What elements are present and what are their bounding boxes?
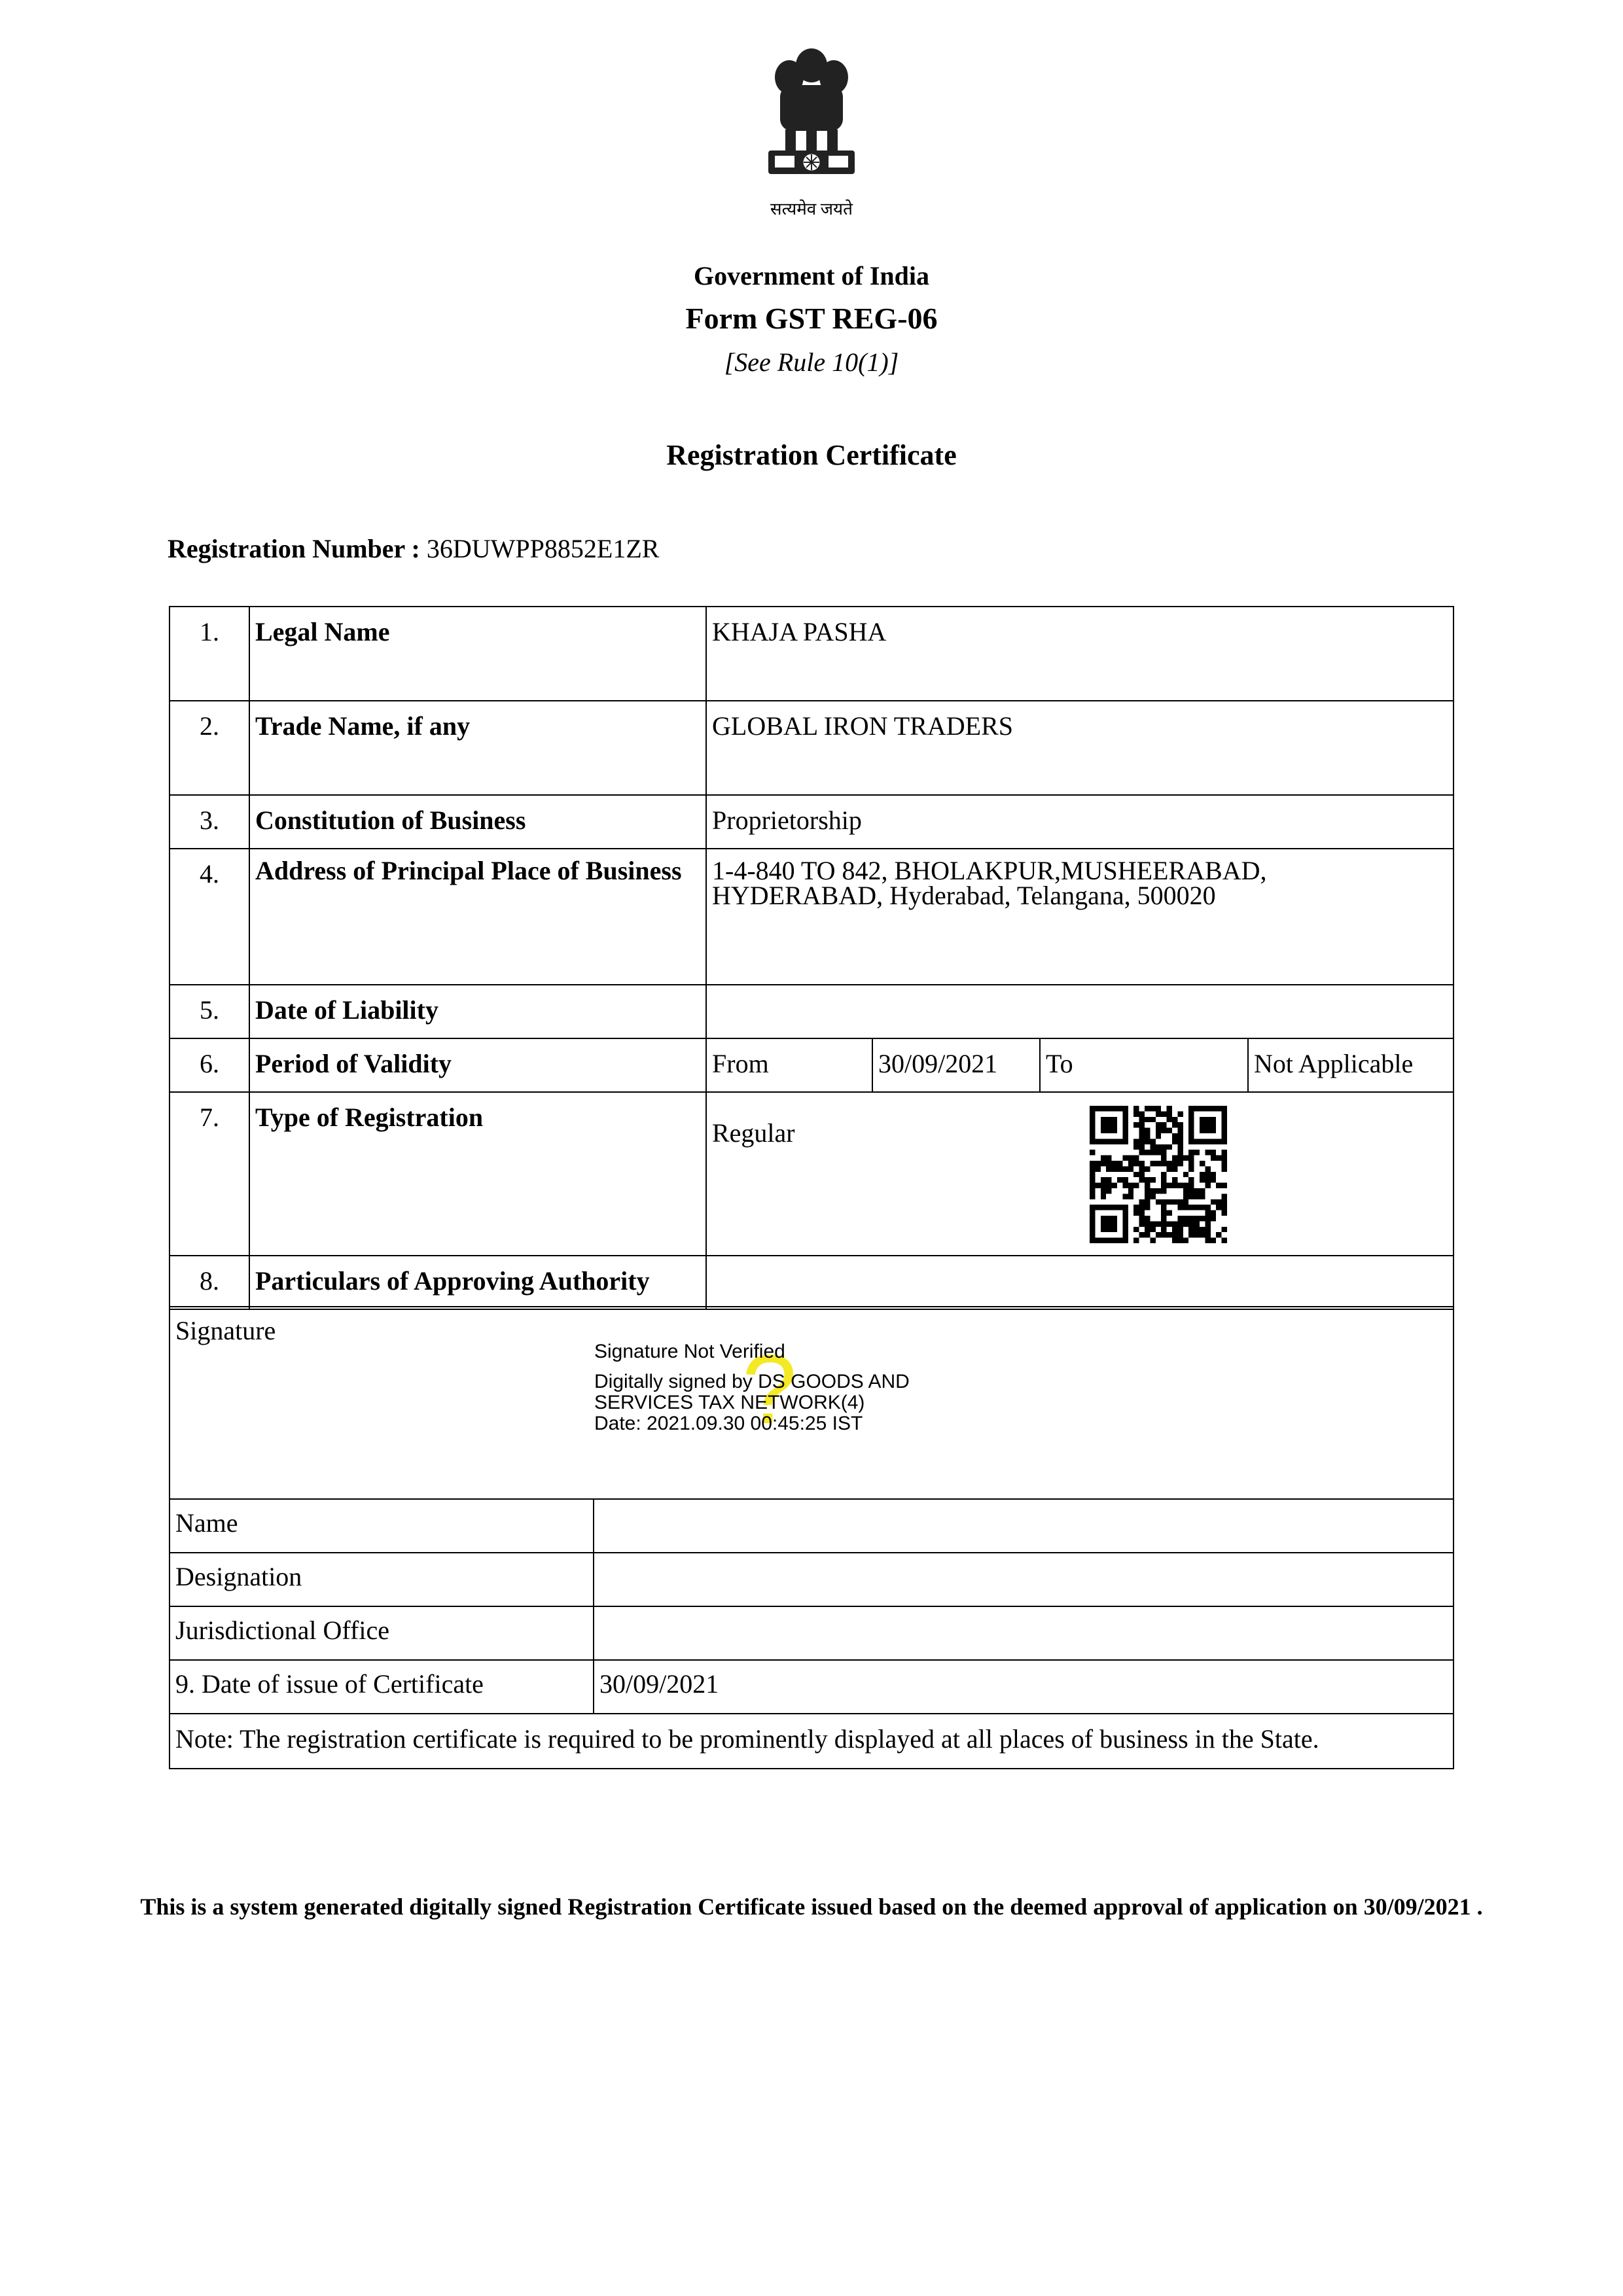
row-number: 2.: [169, 701, 249, 795]
signature-cell: [169, 1307, 1454, 1499]
signature-label: Signature: [175, 1316, 276, 1345]
footer-statement: This is a system generated digitally signed Registration Certificate issued based on the deemed approval of application on 30/09/2021 .: [140, 1894, 1483, 1920]
table-row: [169, 1660, 1454, 1714]
table-row: [169, 795, 1454, 849]
registration-type-cell: [706, 1092, 1454, 1256]
authority-label: Designation: [169, 1553, 594, 1606]
table-row: [169, 1499, 1454, 1553]
signature-date: Date: 2021.09.30 00:45:25 IST: [594, 1413, 863, 1434]
signature-signer-line1: Digitally signed by DS GOODS AND: [594, 1371, 910, 1392]
registration-details-table: [169, 606, 1454, 1310]
row-label: Period of Validity: [249, 1038, 706, 1092]
row-value: [706, 1256, 1454, 1309]
national-emblem-icon: [753, 46, 870, 190]
authority-label: Jurisdictional Office: [169, 1606, 594, 1660]
certificate-title: Registration Certificate: [666, 439, 957, 471]
table-row: [169, 985, 1454, 1038]
emblem-motto: सत्यमेव जयते: [770, 200, 853, 219]
registration-number-label: Registration Number :: [168, 534, 420, 563]
digital-signature-block: [594, 1341, 910, 1434]
registration-number: [168, 533, 659, 564]
validity-from-date: 30/09/2021: [872, 1038, 1040, 1092]
row-value: GLOBAL IRON TRADERS: [706, 701, 1454, 795]
row-label: Address of Principal Place of Business: [249, 849, 706, 985]
authority-value: [594, 1499, 1454, 1553]
unverified-question-icon: ?: [742, 1334, 797, 1444]
form-title: Form GST REG-06: [685, 302, 938, 335]
signature-status: Signature Not Verified: [594, 1341, 785, 1362]
row-value: 1-4-840 TO 842, BHOLAKPUR,MUSHEERABAD, HYDERABAD, Hyderabad, Telangana, 500020: [706, 849, 1454, 985]
row-number: 1.: [169, 607, 249, 701]
table-row: [169, 849, 1454, 985]
row-value: Proprietorship: [706, 795, 1454, 849]
signature-row: [169, 1307, 1454, 1499]
row-label: Type of Registration: [249, 1092, 706, 1256]
authority-value: [594, 1606, 1454, 1660]
signature-signer-line2: SERVICES TAX NETWORK(4): [594, 1392, 865, 1413]
table-row: [169, 1714, 1454, 1769]
row-label: Legal Name: [249, 607, 706, 701]
authority-label: 9. Date of issue of Certificate: [169, 1660, 594, 1714]
authority-value: 30/09/2021: [594, 1660, 1454, 1714]
row-value: [706, 985, 1454, 1038]
row-number: 6.: [169, 1038, 249, 1092]
qr-code-icon: [1090, 1106, 1227, 1243]
row-value: KHAJA PASHA: [706, 607, 1454, 701]
row-number: 4.: [169, 849, 249, 985]
table-row: [169, 1038, 1454, 1092]
row-number: 3.: [169, 795, 249, 849]
row-number: 7.: [169, 1092, 249, 1256]
validity-to-date: Not Applicable: [1248, 1038, 1454, 1092]
table-row: [169, 607, 1454, 701]
table-row: [169, 1092, 1454, 1256]
row-label: Particulars of Approving Authority: [249, 1256, 706, 1309]
authority-label: Name: [169, 1499, 594, 1553]
row-number: 5.: [169, 985, 249, 1038]
table-row: [169, 1606, 1454, 1660]
rule-reference: [See Rule 10(1)]: [724, 347, 899, 377]
validity-from-label: From: [706, 1038, 872, 1092]
table-row: [169, 1256, 1454, 1309]
table-row: [169, 1553, 1454, 1606]
certificate-note: Note: The registration certificate is required to be prominently displayed at all places of business in the State.: [169, 1714, 1454, 1769]
row-label: Date of Liability: [249, 985, 706, 1038]
authority-value: [594, 1553, 1454, 1606]
row-label: Constitution of Business: [249, 795, 706, 849]
registration-type-value: Regular: [712, 1118, 795, 1148]
registration-number-value: 36DUWPP8852E1ZR: [426, 534, 660, 563]
row-label: Trade Name, if any: [249, 701, 706, 795]
validity-to-label: To: [1040, 1038, 1248, 1092]
authority-table: [169, 1306, 1454, 1769]
government-heading: Government of India: [694, 261, 929, 291]
row-number: 8.: [169, 1256, 249, 1309]
table-row: [169, 701, 1454, 795]
